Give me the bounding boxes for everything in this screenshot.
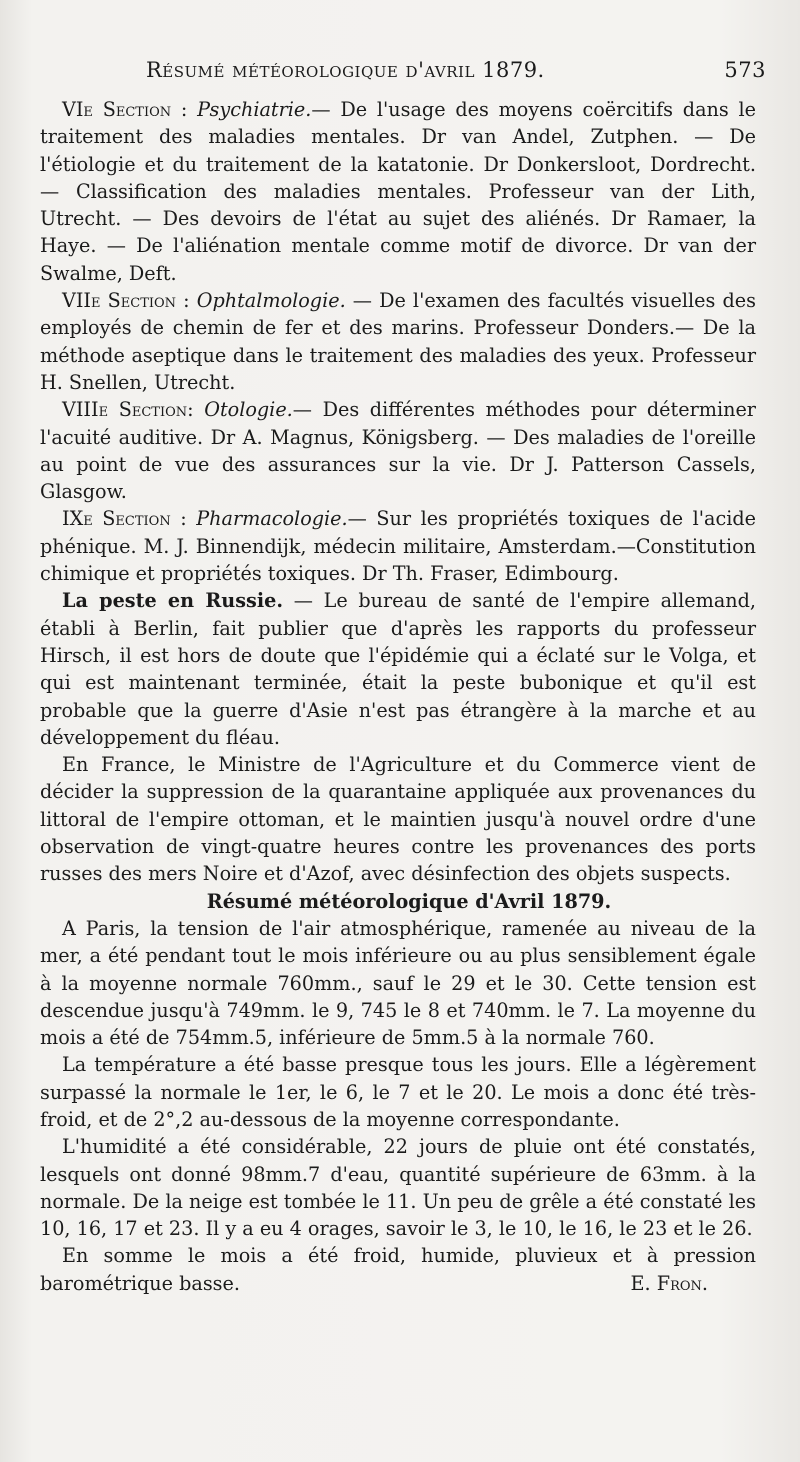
section-topic: Otologie.: [204, 398, 293, 422]
page-number: 573: [724, 58, 766, 82]
resume-title: Résumé météorologique d'Avril 1879.: [206, 889, 612, 913]
section-topic: Psychiatrie.: [197, 98, 312, 121]
signature: E. Fron.: [630, 1271, 708, 1295]
section-topic: Ophtalmologie.: [196, 289, 346, 313]
peste-paragraph-2: En France, le Ministre de l'Agriculture et du Commerce vient de décider la suppression de la quarantaine appliquée aux provenances du littoral de l'empire ottoman, et le maintien jusqu'à nouvel ordre d'une observation de vingt-quatre heures contre les provenances des ports russes des mers Noire et d'Azof, avec désinfection des objets suspects.: [40, 753, 756, 886]
section-text: — Sur les propriétés toxiques de l'acide phénique. M. J. Binnendijk, médecin militaire, Amsterdam.—Constitution chimique et propriétés toxiques. Dr Th. Fraser, Edimbourg.: [40, 507, 757, 586]
section-label: VIIIe Section:: [62, 398, 194, 422]
section-text: — Des différentes méthodes pour déterminer l'acuité auditive. Dr A. Magnus, Königsberg. — Des maladies de l'oreille au point de vue des assurances sur la vie. Dr J. Patterson Cassels, Glasgow.: [40, 398, 756, 504]
section-text: — De l'usage des moyens coërcitifs dans le traitement des maladies mentales. Dr van Andel, Zutphen. — De l'étiologie et du traitement de la katatonie. Dr Donkersloot, Dordrecht. — Classification des maladies mentales. Professeur van der Lith, Utrecht. — Des devoirs de l'état au sujet des aliénés. Dr Ramaer, la Haye. — De l'aliénation mentale comme motif de divorce. Dr van der Swalme, Deft.: [40, 98, 756, 285]
peste-paragraph: [40, 587, 756, 751]
section-paragraph: [40, 96, 756, 287]
section-label: IXe Section :: [62, 507, 187, 531]
section-label: VIIe Section :: [62, 289, 190, 313]
running-title: Résumé météorologique d'avril 1879.: [146, 58, 545, 82]
peste-text: — Le bureau de santé de l'empire allemand, établi à Berlin, fait publier que d'après les rapports du professeur Hirsch, il est hors de doute que l'épidémie qui a éclaté sur le Volga, et qui est maintenant terminée, était la peste bubonique et qu'il est probable que la guerre d'Asie n'est pas étrangère à la marche et au développement du fléau.: [40, 589, 757, 749]
section-paragraph: [40, 287, 756, 396]
resume-paragraph-humidity: L'humidité a été considérable, 22 jours de pluie ont été constatés, lesquels ont donné 98mm.7 d'eau, quantité supérieure de 63mm. à la normale. De la neige est tombée le 11. Un peu de grêle a été constaté les 10, 16, 17 et 23. Il y a eu 4 orages, savoir le 3, le 10, le 16, le 23 et le 26.: [40, 1135, 756, 1241]
article-body: [40, 96, 756, 1297]
running-header: [146, 58, 766, 94]
resume-conclusion-text: En somme le mois a été froid, humide, pluvieux et à pression barométrique basse.: [40, 1244, 756, 1295]
section-paragraph: [40, 396, 756, 505]
section-paragraph: [40, 505, 756, 587]
section-text: — De l'examen des facultés visuelles des employés de chemin de fer et des marins. Professeur Donders.— De la méthode aseptique dans le traitement des maladies des yeux. Professeur H. Snellen, Utrecht.: [40, 289, 756, 394]
section-topic: Pharmacologie.: [196, 507, 348, 531]
peste-heading: La peste en Russie.: [62, 589, 284, 613]
resume-paragraph-pressure: A Paris, la tension de l'air atmosphérique, ramenée au niveau de la mer, a été pendant tout le mois inférieure ou au plus sensiblement égale à la moyenne normale 760mm., sauf le 29 et le 30. Cette tension est descendue jusqu'à 749mm. le 9, 745 le 8 et 740mm. le 7. La moyenne du mois a été de 754mm.5, inférieure de 5mm.5 à la normale 760.: [40, 916, 756, 1050]
section-label: VIe Section :: [62, 98, 188, 121]
resume-conclusion: [40, 1242, 756, 1297]
resume-paragraph-temperature: La température a été basse presque tous les jours. Elle a légèrement surpassé la normale le 1er, le 6, le 7 et le 20. Le mois a donc été très-froid, et de 2°,2 au-dessous de la moyenne correspondante.: [40, 1053, 756, 1131]
